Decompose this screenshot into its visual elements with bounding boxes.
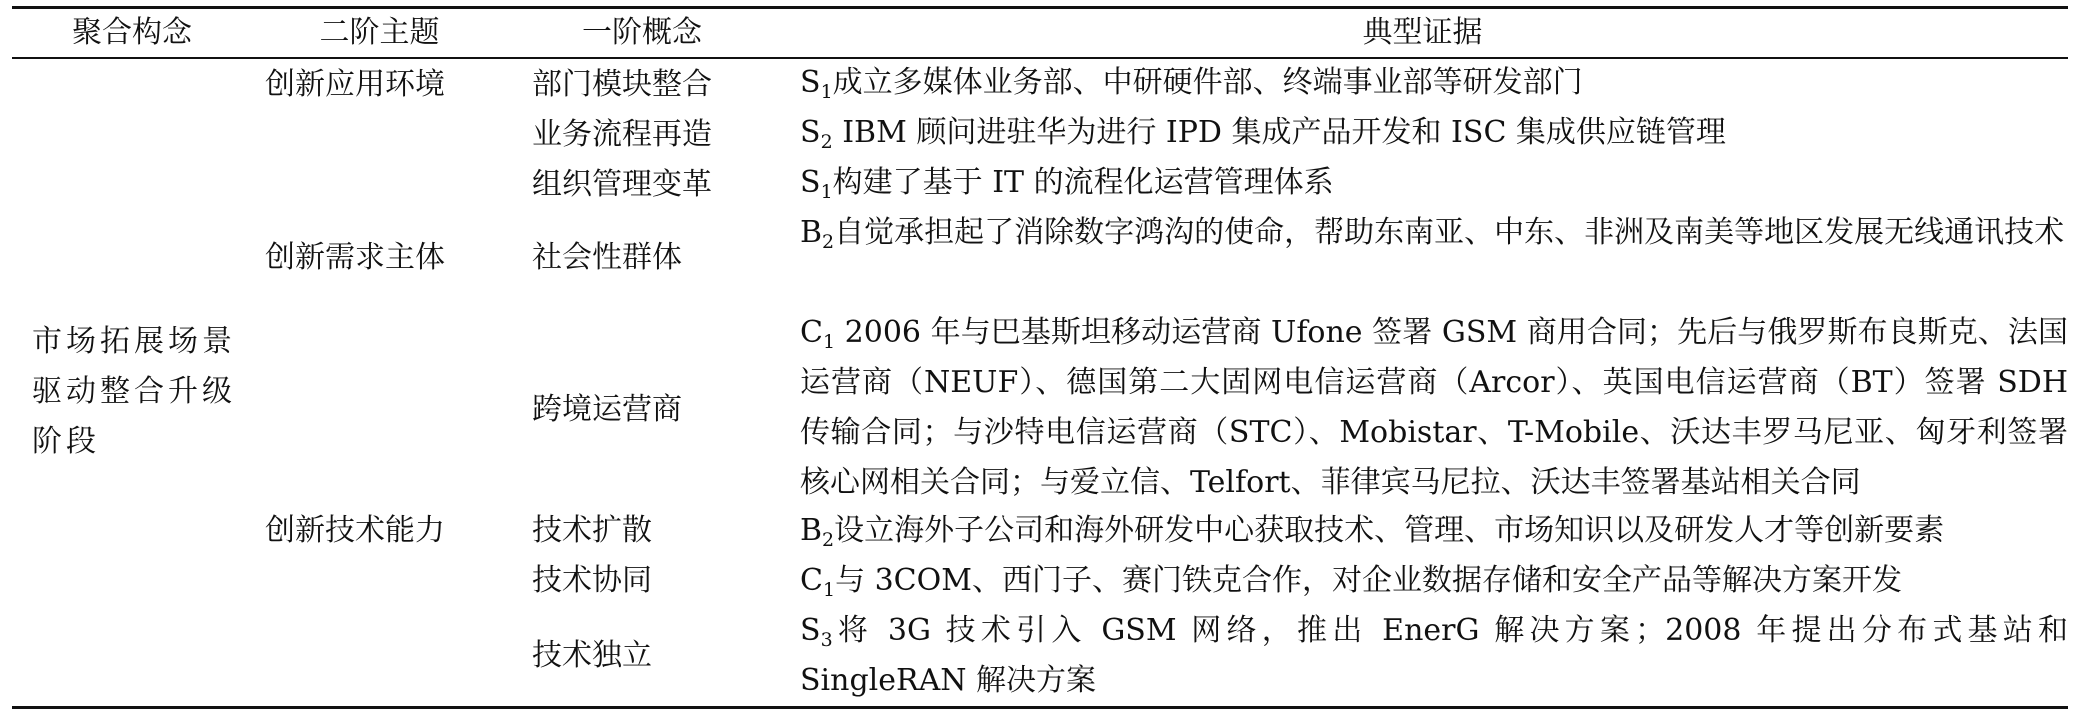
evidence-code-subscript: 2 xyxy=(822,529,835,551)
theme-innovation-environment: 创新应用环境 xyxy=(265,67,445,102)
concept-process-reengineering: 业务流程再造 xyxy=(532,117,712,152)
concept-tech-diffusion: 技术扩散 xyxy=(532,513,652,548)
evidence-code-subscript: 1 xyxy=(822,331,836,353)
evidence-code-subscript: 1 xyxy=(820,81,833,103)
evidence-code-subscript: 3 xyxy=(820,629,833,651)
concept-tech-collaboration: 技术协同 xyxy=(532,563,652,598)
table-bottom-rule xyxy=(12,706,2068,709)
evidence-table xyxy=(12,0,2068,716)
evidence-item xyxy=(800,58,2068,108)
evidence-item xyxy=(800,606,2068,706)
evidence-text: 与 3COM、西门子、赛门铁克合作，对企业数据存储和安全产品等解决方案开发 xyxy=(835,563,1902,598)
evidence-code: B xyxy=(800,215,823,250)
evidence-text: IBM 顾问进驻华为进行 IPD 集成产品开发和 ISC 集成供应链管理 xyxy=(832,115,1726,150)
evidence-item xyxy=(800,108,2068,158)
evidence-code-subscript: 2 xyxy=(820,131,833,153)
header-aggregate-construct: 聚合构念 xyxy=(72,15,192,50)
concept-department-integration: 部门模块整合 xyxy=(532,67,712,102)
evidence-code-subscript: 1 xyxy=(820,181,833,203)
evidence-code: S xyxy=(800,65,821,100)
evidence-code: S xyxy=(800,165,821,200)
evidence-text: 构建了基于 IT 的流程化运营管理体系 xyxy=(832,165,1334,200)
evidence-code: C xyxy=(800,563,823,598)
evidence-code: B xyxy=(800,513,823,548)
evidence-item xyxy=(800,158,2068,208)
evidence-item xyxy=(800,208,2068,258)
evidence-item xyxy=(800,506,2068,556)
evidence-code: S xyxy=(800,613,821,648)
concept-cross-border-operators: 跨境运营商 xyxy=(532,392,682,427)
header-typical-evidence: 典型证据 xyxy=(1362,15,1483,50)
evidence-item xyxy=(800,308,2068,508)
concept-organization-reform: 组织管理变革 xyxy=(532,167,712,202)
evidence-code: C xyxy=(800,315,823,350)
evidence-code-subscript: 1 xyxy=(822,579,836,601)
evidence-text: 设立海外子公司和海外研发中心获取技术、管理、市场知识以及研发人才等创新要素 xyxy=(834,513,1945,548)
theme-innovation-demand: 创新需求主体 xyxy=(265,240,445,275)
concept-social-groups: 社会性群体 xyxy=(532,240,682,275)
evidence-item xyxy=(800,556,2068,606)
header-first-order-concept: 一阶概念 xyxy=(582,15,702,50)
evidence-text: 自觉承担起了消除数字鸿沟的使命，帮助东南亚、中东、非洲及南美等地区发展无线通讯技术 xyxy=(834,215,2065,250)
theme-innovation-capability: 创新技术能力 xyxy=(265,513,445,548)
evidence-code-subscript: 2 xyxy=(822,231,835,253)
concept-tech-independence: 技术独立 xyxy=(532,638,652,673)
evidence-code: S xyxy=(800,115,821,150)
evidence-text: 成立多媒体业务部、中研硬件部、终端事业部等研发部门 xyxy=(832,65,1583,100)
evidence-text: 2006 年与巴基斯坦移动运营商 Ufone 签署 GSM 商用合同；先后与俄罗斯布良斯克、法国运营商（NEUF）、德国第二大固网电信运营商（Arcor）、英国电信运营商（BT）签署 SDH 传输合同；与沙特电信运营商（STC）、Mobistar、T-Mobile、沃达丰罗马尼亚、匈牙利签署核心网相关合同；与爱立信、Telfort、菲律宾马尼拉、沃达丰签署基站相关合同 xyxy=(800,315,2068,500)
header-second-order-theme: 二阶主题 xyxy=(319,15,440,50)
aggregate-construct: 市场拓展场景驱动整合升级阶段 xyxy=(32,324,236,459)
evidence-text: 将 3G 技术引入 GSM 网络，推出 EnerG 解决方案；2008 年提出分布式基站和 SingleRAN 解决方案 xyxy=(800,613,2068,698)
